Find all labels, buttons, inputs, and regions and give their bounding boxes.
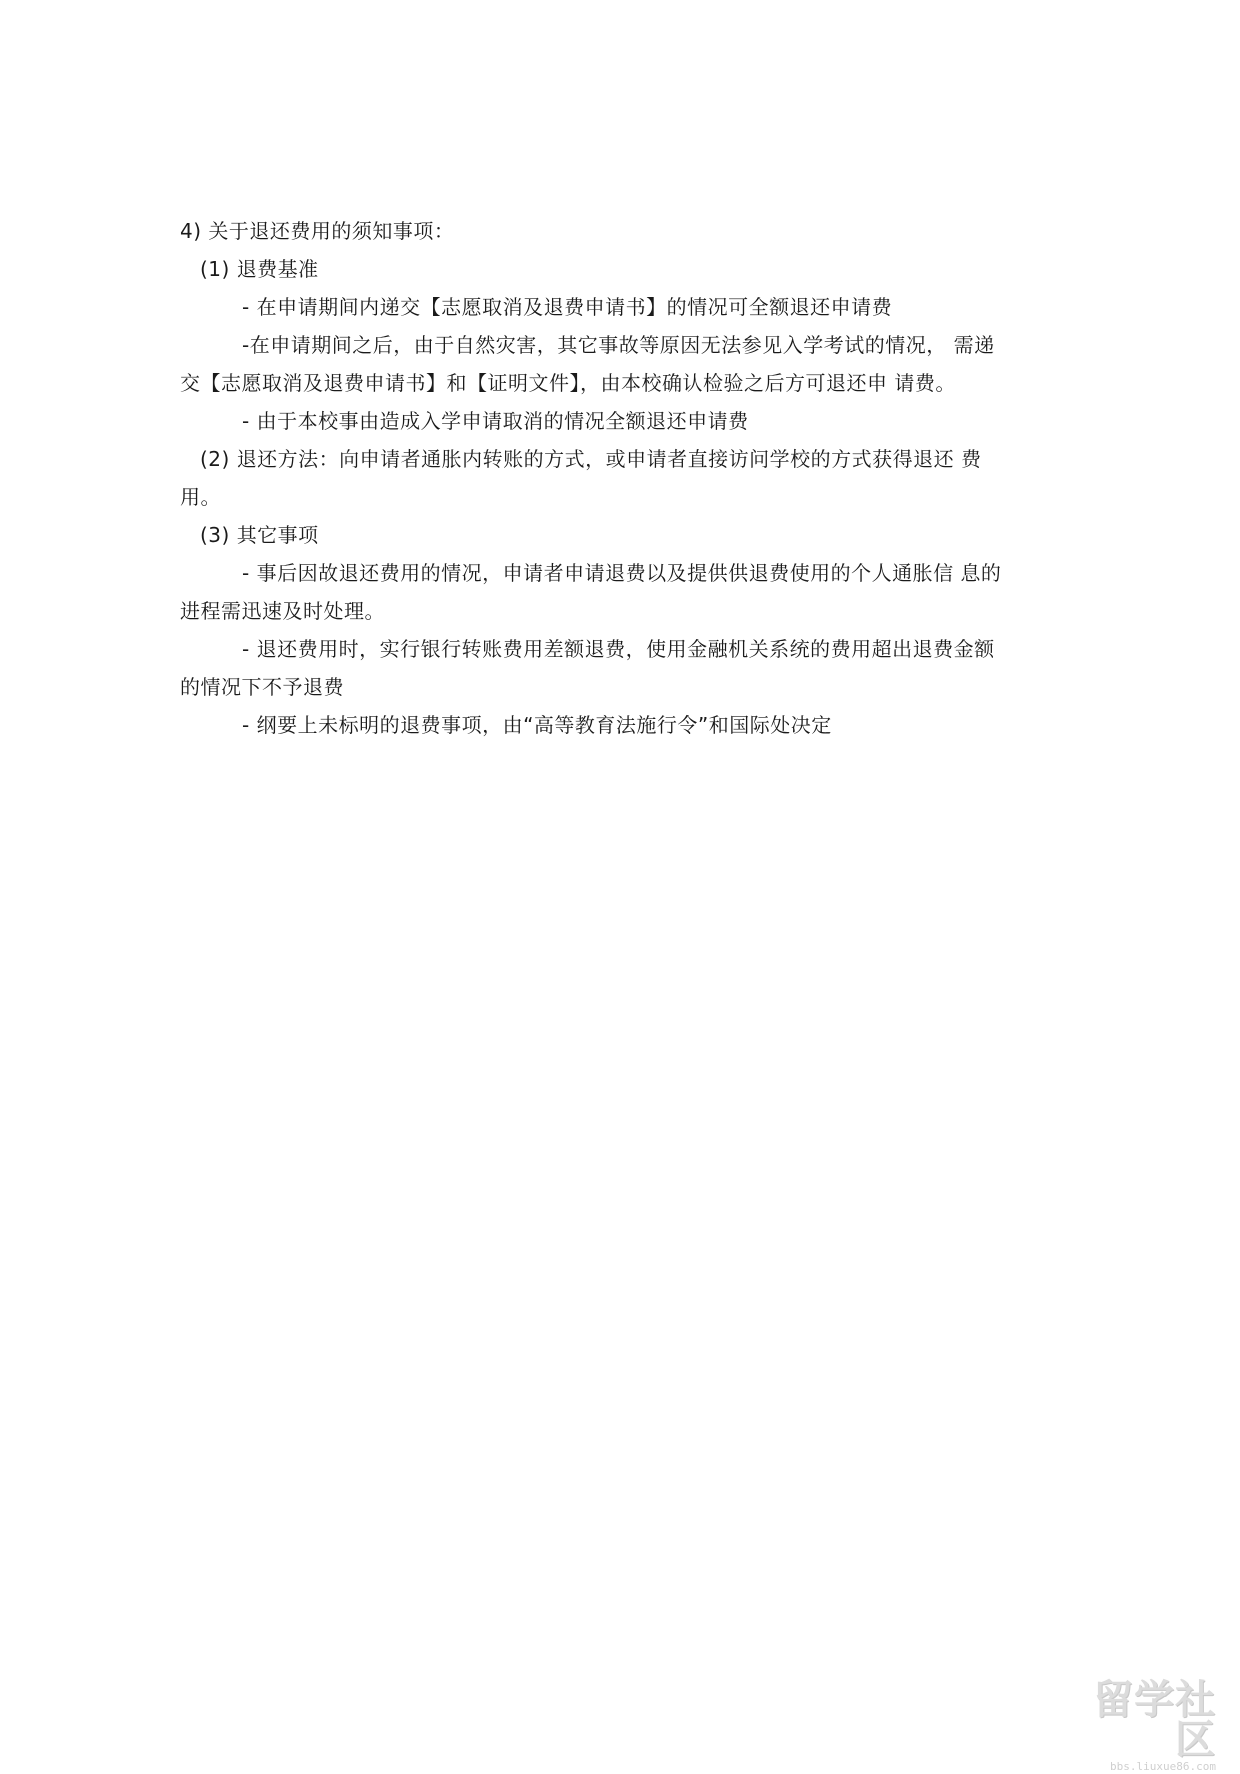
item2-line1: (2) 退还方法：向申请者通胀内转账的方式，或申请者直接访问学校的方式获得退还 费 <box>200 447 982 471</box>
item1-bullet2-line1: -在申请期间之后，由于自然灾害，其它事故等原因无法参见入学考试的情况， 需递 <box>242 333 995 357</box>
item3-bullet2 <box>180 630 1060 706</box>
item1-heading: (1) 退费基准 <box>200 257 319 281</box>
site-watermark <box>1056 1677 1216 1773</box>
item3-bullet1 <box>180 554 1060 630</box>
item3-bullet1-line1: - 事后因故退还费用的情况，申请者申请退费以及提供供退费使用的个人通胀信 息的 <box>242 561 1002 585</box>
item2-line2: 用。 <box>180 485 221 509</box>
item3-heading: (3) 其它事项 <box>200 523 319 547</box>
item1-bullet2 <box>180 326 1060 402</box>
document-body <box>180 212 1060 744</box>
item1-bullet3: - 由于本校事由造成入学申请取消的情况全额退还申请费 <box>242 409 749 433</box>
section-heading: 4) 关于退还费用的须知事项： <box>180 219 455 243</box>
watermark-logo: 留学社区 <box>1093 1677 1216 1763</box>
item3-bullet2-line1: - 退还费用时，实行银行转账费用差额退费，使用金融机关系统的费用超出退费金额 <box>242 637 995 661</box>
item3-bullet3: - 纲要上未标明的退费事项，由“高等教育法施行令”和国际处决定 <box>242 713 832 737</box>
item3-bullet1-line2: 进程需迅速及时处理。 <box>180 599 385 623</box>
item1-bullet1: - 在申请期间内递交【志愿取消及退费申请书】的情况可全额退还申请费 <box>242 295 893 319</box>
item1-bullet2-line2: 交【志愿取消及退费申请书】和【证明文件】，由本校确认检验之后方可退还申 请费。 <box>180 371 956 395</box>
item3-bullet2-line2: 的情况下不予退费 <box>180 675 344 699</box>
item2-paragraph <box>180 440 1060 516</box>
watermark-url: bbs.liuxue86.com <box>1110 1760 1216 1773</box>
